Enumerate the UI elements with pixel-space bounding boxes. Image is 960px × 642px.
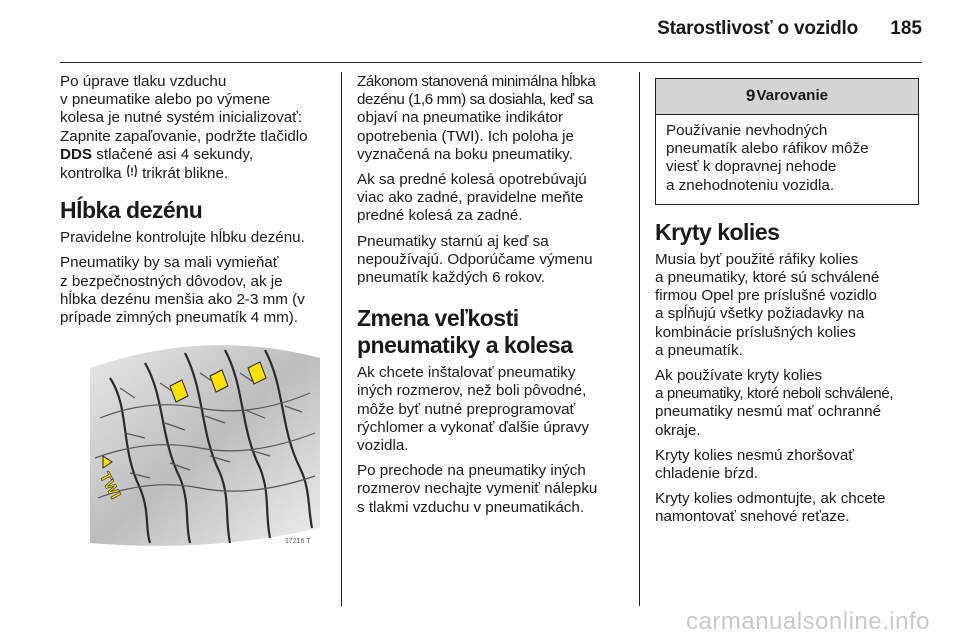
warning-triangle-icon: 9 bbox=[745, 86, 756, 106]
section-title: Starostlivosť o vozidlo bbox=[657, 18, 858, 39]
tread-check-paragraph: Pravidelne kontrolujte hĺbku dezénu. bbox=[60, 229, 305, 247]
wheel-covers-heading: Kryty kolies bbox=[655, 218, 780, 245]
tire-aging-paragraph: Pneumatiky starnú aj keď sa nepoužívajú. Odporúčame výmenu pneumatík každých 6 rokov. bbox=[357, 232, 593, 287]
wheel-rotation-paragraph: Ak sa predné kolesá opotrebúvajú viac ako zadné, pravidelne meňte predné kolesá za zadné. bbox=[357, 171, 587, 225]
page-number: 185 bbox=[890, 18, 922, 39]
tread-replace-paragraph: Pneumatiky by sa mali vymieňať z bezpečnostných dôvodov, ak je hĺbka dezénu menšia ako 2-3 mm (v prípade zimných pneumatík 4 mm). bbox=[60, 254, 305, 327]
header-divider bbox=[60, 62, 922, 63]
warning-box bbox=[655, 78, 919, 205]
covers-snow-chains-paragraph: Kryty kolies odmontujte, ak chcete namontovať snehové reťaze. bbox=[655, 490, 886, 526]
column-divider-2 bbox=[639, 72, 640, 606]
warning-header bbox=[656, 79, 918, 115]
sticker-paragraph: Po prechode na pneumatiky iných rozmerov nechajte vymeniť nálepku s tlakmi vzduchu v pneumatikách. bbox=[357, 462, 598, 516]
covers-unapproved-paragraph: Ak používate kryty kolies a pneumatiky, ktoré neboli schválené, pneumatiky nesmú mať ochranné okraje. bbox=[655, 367, 894, 439]
column-3 bbox=[655, 76, 919, 534]
dds-button-label: DDS bbox=[60, 145, 93, 163]
column-1 bbox=[60, 73, 332, 334]
covers-cooling-paragraph: Kryty kolies nesmú zhoršovať chladenie bŕzd. bbox=[655, 446, 854, 483]
column-divider-1 bbox=[341, 72, 342, 606]
figure-code: 17216 T bbox=[285, 538, 311, 545]
size-change-paragraph: Ak chcete inštalovať pneumatiky iných rozmerov, než boli pôvodné, môže byť nutné preprogramovať rýchlomer a vykonať ďalšie úpravy vozidla. bbox=[357, 364, 589, 455]
column-2 bbox=[357, 73, 633, 524]
warning-text: Používanie nevhodných pneumatík alebo ráfikov môže viesť k dopravnej nehode a znehodnoteniu vozidla. bbox=[666, 122, 869, 194]
tire-tread-illustration bbox=[90, 338, 320, 548]
tread-depth-heading: Hĺbka dezénu bbox=[60, 197, 203, 224]
minimum-depth-paragraph: Zákonom stanovená minimálna hĺbka dezénu (1,6 mm) sa dosiahla, keď sa objaví na pneumatike indikátor opotrebenia (TWI). Ich poloha je vyznačená na boku pneumatiky. bbox=[357, 73, 596, 163]
init-paragraph: Po úprave tlaku vzduchu v pneumatike alebo po výmene kolesa je nutné systém inicializovať: Zapnite zapaľovanie, podržte tlačidlo DDS stlačené asi 4 sekundy, kontrolka trikrát blikne. bbox=[60, 73, 308, 183]
warning-title: Varovanie bbox=[756, 87, 829, 105]
size-change-heading: Zmena veľkosti pneumatiky a kolesa bbox=[357, 305, 573, 359]
site-watermark: carmanualsonline.info bbox=[686, 608, 930, 635]
twi-tread-label: TWI bbox=[95, 469, 124, 502]
covers-approval-paragraph: Musia byť použité ráfiky kolies a pneumatiky, ktoré sú schválené firmou Opel pre príslušné vozidlo a spĺňujú všetky požiadavky na kombinácie príslušných kolies a pneumatík. bbox=[655, 250, 880, 359]
tire-pressure-warning-icon bbox=[126, 164, 138, 183]
